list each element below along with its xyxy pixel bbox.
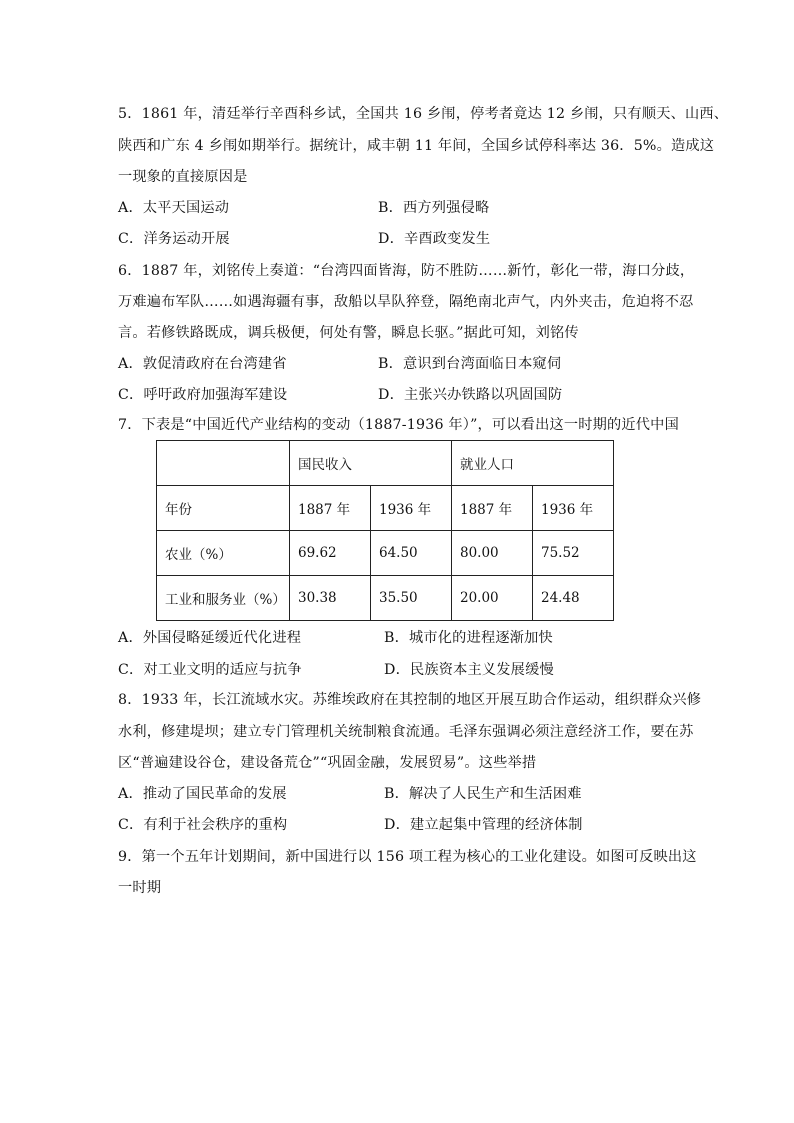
q7-option-a[interactable]: A．外国侵略延缓近代化进程: [118, 630, 302, 646]
table-subheader-row: [157, 486, 614, 531]
table-header-blank: [157, 441, 290, 486]
table-cell: 1936 年: [533, 486, 614, 531]
q6-option-b[interactable]: B．意识到台湾面临日本窥伺: [378, 356, 562, 372]
table-header-national-income: 国民收入: [290, 441, 452, 486]
table-cell: 工业和服务业（%）: [157, 576, 290, 621]
q8-stem-line-2: 水利，修建堤坝；建立专门管理机关统制粮食流通。毛泽东强调必须注意经济工作，要在苏: [118, 724, 694, 740]
q8-option-c[interactable]: C．有利于社会秩序的重构: [118, 817, 288, 833]
table-cell: 1936 年: [371, 486, 452, 531]
q5-option-c[interactable]: C．洋务运动开展: [118, 231, 230, 247]
table-cell: 24.48: [533, 576, 614, 621]
table-cell: 1887 年: [290, 486, 371, 531]
table-header-row: [157, 441, 614, 486]
q8-stem-line-1: 8．1933 年，长江流域水灾。苏维埃政府在其控制的地区开展互助合作运动，组织群众兴修: [118, 692, 702, 708]
table-cell: 80.00: [452, 531, 533, 576]
table-cell: 75.52: [533, 531, 614, 576]
table-cell: 64.50: [371, 531, 452, 576]
q8-stem-line-3: 区“普遍建设谷仓，建设备荒仓”“巩固金融，发展贸易”。这些举措: [118, 755, 537, 771]
table-cell: 农业（%）: [157, 531, 290, 576]
q5-stem-line-2: 陕西和广东 4 乡闱如期举行。据统计，咸丰朝 11 年间，全国乡试停科率达 36．5%。造成这: [118, 138, 715, 154]
table-cell: 69.62: [290, 531, 371, 576]
q6-option-a[interactable]: A．敦促清政府在台湾建省: [118, 356, 287, 372]
q6-stem-line-3: 言。若修铁路既成，调兵极便，何处有警，瞬息长驱。”据此可知，刘铭传: [118, 325, 579, 341]
q7-option-d[interactable]: D．民族资本主义发展缓慢: [384, 662, 554, 678]
q6-stem-line-2: 万难遍布军队……如遇海疆有事，敌船以旱队猝登，隔绝南北声气，内外夹击，危迫将不忍: [118, 294, 694, 310]
table-cell: 20.00: [452, 576, 533, 621]
table-row: [157, 531, 614, 576]
q8-option-d[interactable]: D．建立起集中管理的经济体制: [384, 817, 583, 833]
table-cell: 1887 年: [452, 486, 533, 531]
q5-option-d[interactable]: D．辛酉政变发生: [378, 231, 491, 247]
industry-structure-table: [156, 440, 614, 621]
q6-option-c[interactable]: C．呼吁政府加强海军建设: [118, 387, 288, 403]
q7-option-b[interactable]: B．城市化的进程逐渐加快: [384, 630, 553, 646]
q5-option-a[interactable]: A．太平天国运动: [118, 200, 230, 216]
q5-stem-line-1: 5．1861 年，清廷举行辛酉科乡试，全国共 16 乡闱，停考者竟达 12 乡闱，只有顺天、山西、: [118, 106, 729, 122]
q9-stem-line-2: 一时期: [118, 880, 162, 896]
q7-stem-line-1: 7．下表是“中国近代产业结构的变动（1887-1936 年）”，可以看出这一时期的近代中国: [118, 417, 679, 433]
table-cell: 30.38: [290, 576, 371, 621]
table-cell: 35.50: [371, 576, 452, 621]
q8-option-b[interactable]: B．解决了人民生产和生活困难: [384, 786, 582, 802]
q8-option-a[interactable]: A．推动了国民革命的发展: [118, 786, 287, 802]
q6-stem-line-1: 6．1887 年，刘铭传上奏道：“台湾四面皆海，防不胜防……新竹，彰化一带，海口分歧，: [118, 263, 695, 279]
q6-option-d[interactable]: D．主张兴办铁路以巩固国防: [378, 387, 563, 403]
table-row: [157, 576, 614, 621]
table-header-employment: 就业人口: [452, 441, 614, 486]
q5-stem-line-3: 一现象的直接原因是: [118, 169, 248, 185]
q9-stem-line-1: 9．第一个五年计划期间，新中国进行以 156 项工程为核心的工业化建设。如图可反映出这: [118, 849, 697, 865]
table-cell: 年份: [157, 486, 290, 531]
q5-option-b[interactable]: B．西方列强侵略: [378, 200, 490, 216]
q7-option-c[interactable]: C．对工业文明的适应与抗争: [118, 662, 302, 678]
